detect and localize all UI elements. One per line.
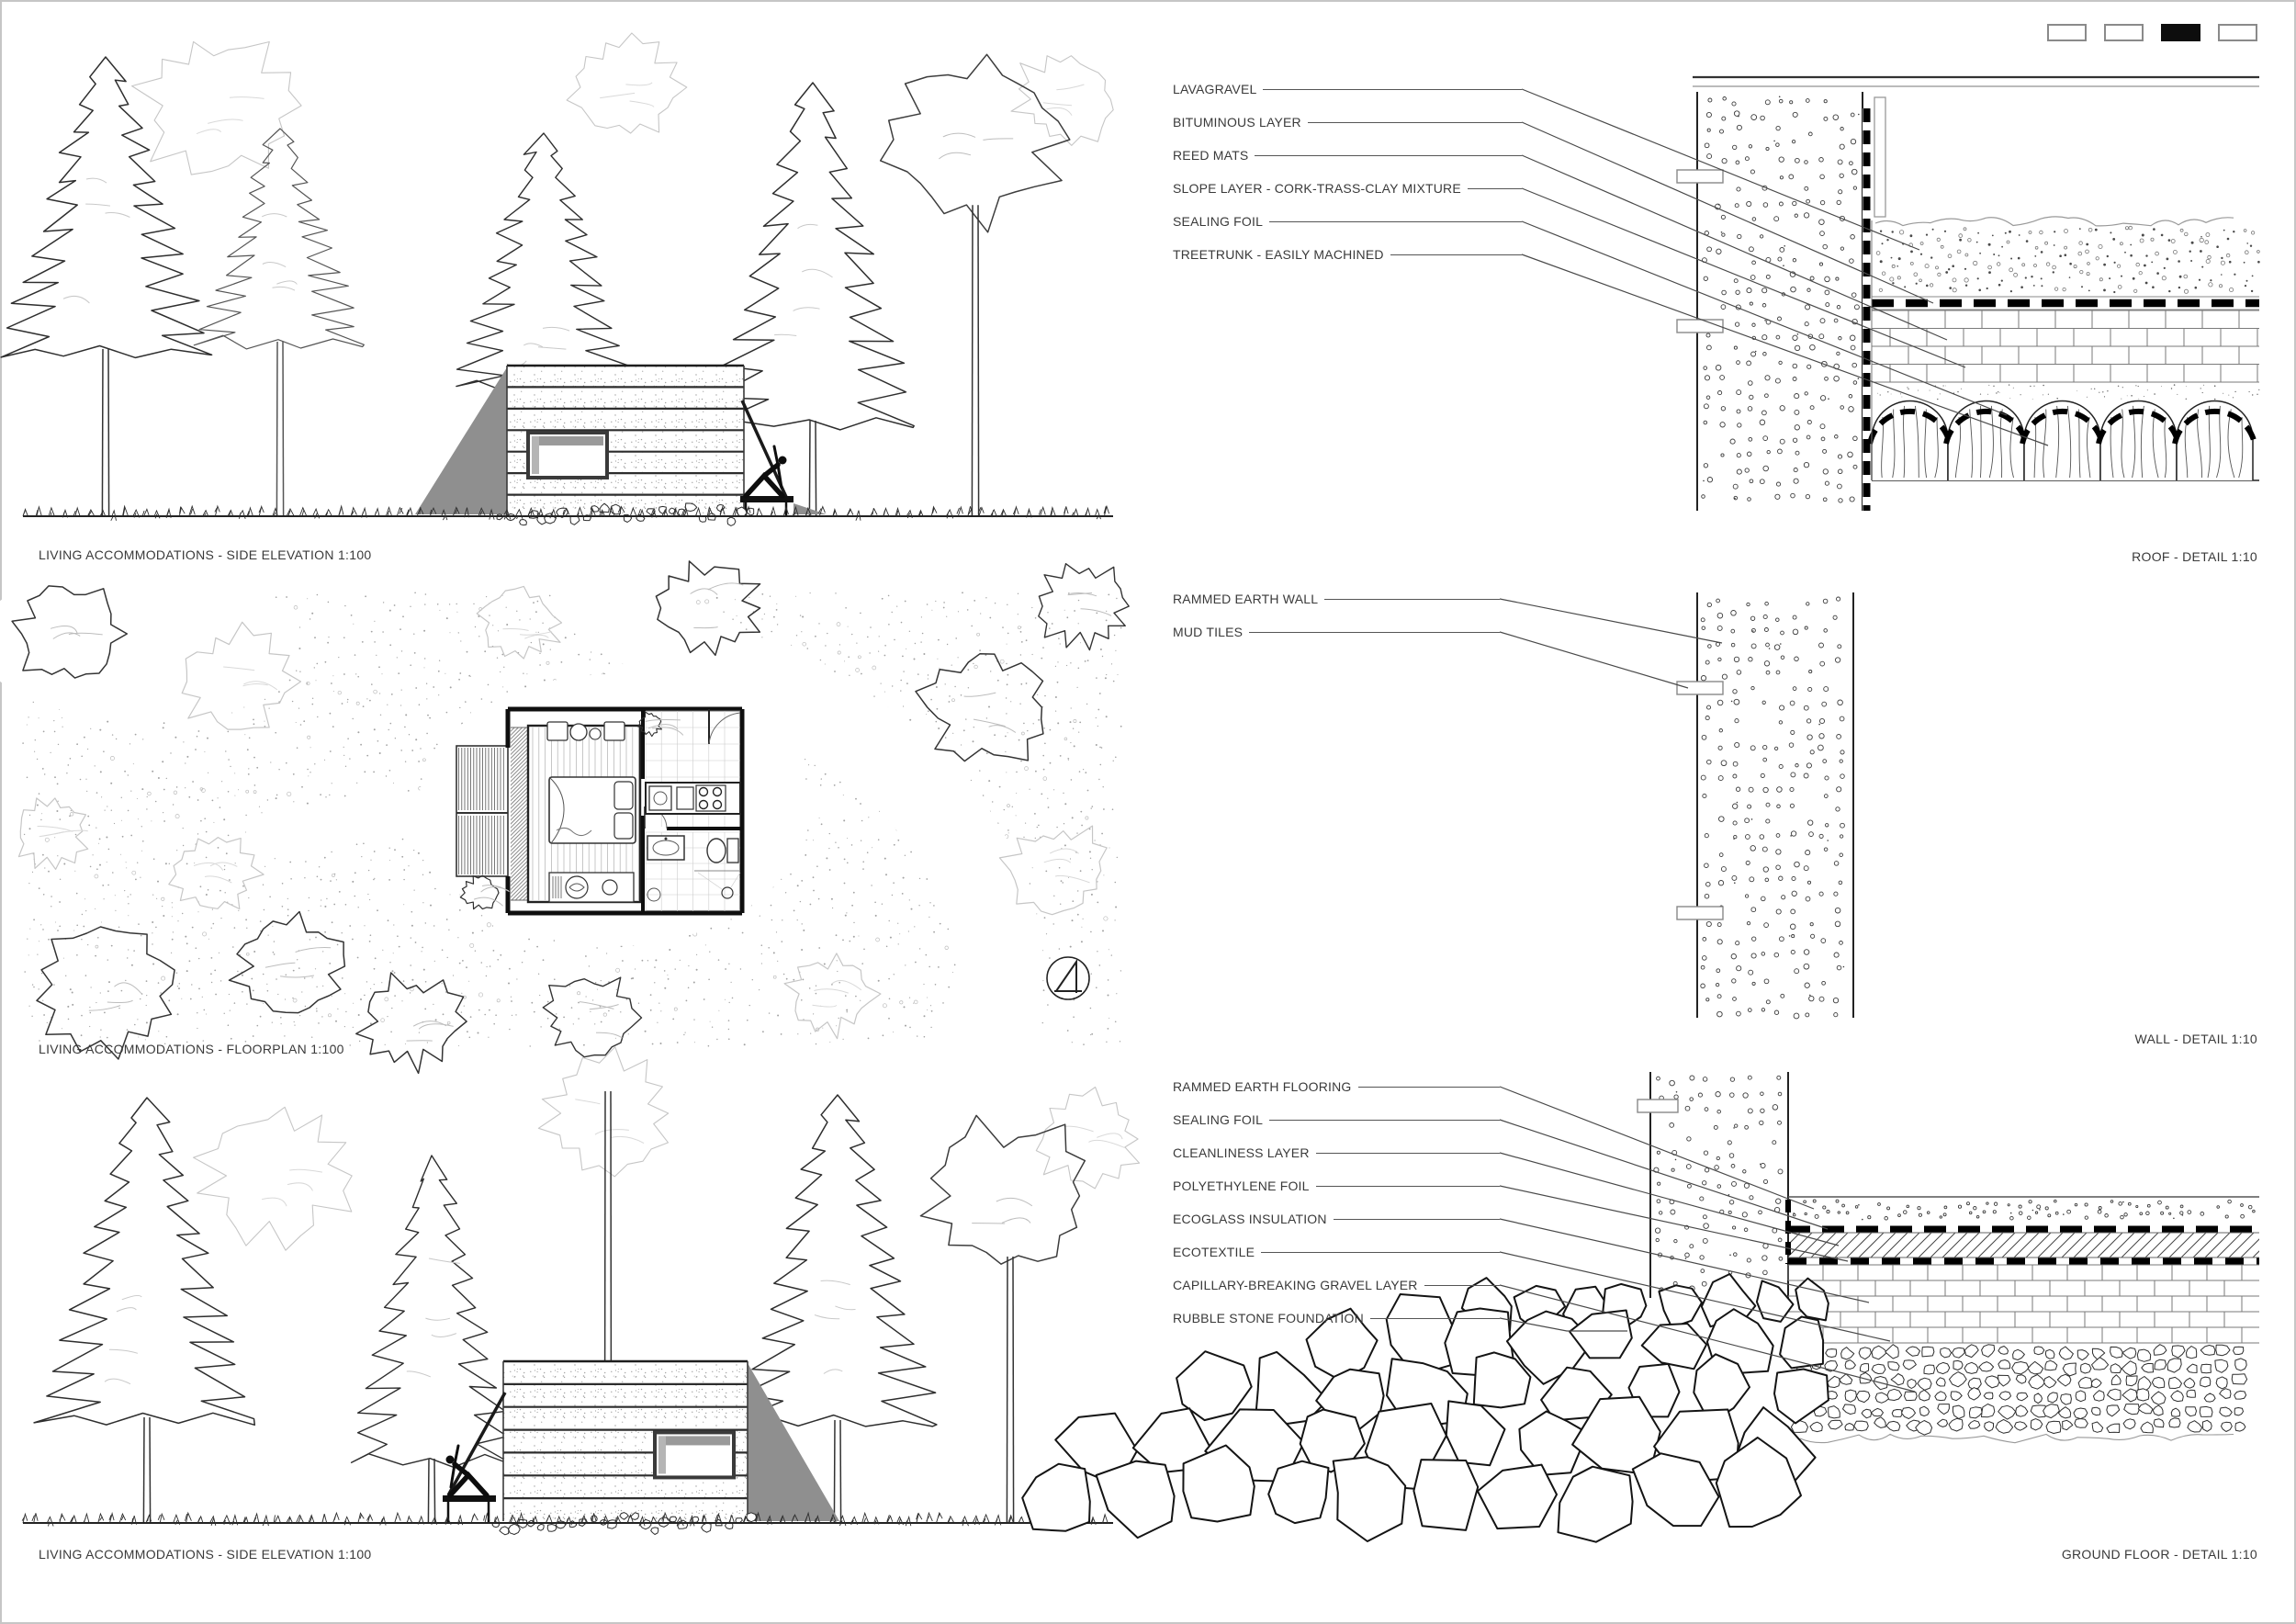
label-text: ECOTEXTILE: [1173, 1245, 1255, 1259]
roof-detail-drawing: [1677, 77, 2260, 511]
ground-detail-label: [1173, 1144, 1500, 1162]
caption-floorplan: LIVING ACCOMMODATIONS - FLOORPLAN 1:100: [39, 1042, 344, 1056]
sheet-index-box: [2161, 24, 2200, 41]
ground-detail-label: [1173, 1276, 1500, 1294]
wall-detail-label: [1173, 623, 1500, 641]
leader-line: [1316, 1186, 1500, 1187]
roof-detail-label: [1173, 146, 1522, 164]
ground-detail-label: [1173, 1111, 1500, 1129]
leader-line: [1261, 1252, 1500, 1253]
roof-detail-label: [1173, 80, 1522, 98]
label-text: MUD TILES: [1173, 625, 1244, 639]
leader-line: [1334, 1219, 1500, 1220]
leader-line: [1324, 599, 1500, 600]
leader-line: [1269, 221, 1522, 222]
label-text: SEALING FOIL: [1173, 1112, 1264, 1127]
roof-detail-label: [1173, 212, 1522, 231]
caption-elevation-bottom: LIVING ACCOMMODATIONS - SIDE ELEVATION 1:100: [39, 1547, 372, 1562]
leader-line: [1390, 254, 1522, 255]
elevation-bottom-drawing: [22, 1047, 1140, 1535]
roof-detail-label: [1173, 245, 1522, 264]
label-text: ECOGLASS INSULATION: [1173, 1212, 1327, 1226]
leader-line: [1370, 1318, 1500, 1319]
ground-floor-detail-drawing: [1022, 1072, 2278, 1542]
wall-detail-label: [1173, 590, 1500, 608]
north-arrow: [1047, 957, 1089, 999]
caption-ground-detail: GROUND FLOOR - DETAIL 1:10: [2061, 1547, 2257, 1562]
caption-roof-detail: ROOF - DETAIL 1:10: [2132, 549, 2257, 564]
label-text: TREETRUNK - EASILY MACHINED: [1173, 247, 1384, 262]
label-text: CLEANLINESS LAYER: [1173, 1145, 1310, 1160]
leader-line: [1316, 1153, 1500, 1154]
leader-line: [1468, 188, 1522, 189]
leader-line: [1358, 1087, 1500, 1088]
label-text: RAMMED EARTH FLOORING: [1173, 1079, 1352, 1094]
sheet-index-box: [2218, 24, 2257, 41]
ground-detail-label: [1173, 1210, 1500, 1228]
sheet-index-boxes: [2047, 24, 2257, 41]
label-text: RUBBLE STONE FOUNDATION: [1173, 1311, 1364, 1325]
label-text: SEALING FOIL: [1173, 214, 1264, 229]
caption-wall-detail: WALL - DETAIL 1:10: [2134, 1032, 2257, 1046]
label-text: LAVAGRAVEL: [1173, 82, 1257, 96]
label-text: SLOPE LAYER - CORK-TRASS-CLAY MIXTURE: [1173, 181, 1461, 196]
ground-detail-label: [1173, 1309, 1500, 1327]
sheet-index-box: [2104, 24, 2144, 41]
roof-detail-label: [1173, 113, 1522, 131]
label-text: BITUMINOUS LAYER: [1173, 115, 1301, 130]
leader-line: [1255, 155, 1522, 156]
label-text: REED MATS: [1173, 148, 1249, 163]
elevation-top-drawing: [1, 33, 1113, 525]
leader-line: [1263, 89, 1522, 90]
label-text: CAPILLARY-BREAKING GRAVEL LAYER: [1173, 1278, 1418, 1292]
floorplan-drawing: [0, 561, 1129, 1074]
roof-detail-label: [1173, 179, 1522, 197]
person-yoga-silhouette: [446, 1446, 488, 1495]
wall-detail-drawing: [1677, 592, 1853, 1019]
label-text: POLYETHYLENE FOIL: [1173, 1179, 1310, 1193]
ground-detail-label: [1173, 1077, 1500, 1096]
leader-line: [1249, 632, 1500, 633]
leader-line: [1308, 122, 1522, 123]
ground-detail-label: [1173, 1243, 1500, 1261]
ground-detail-label: [1173, 1177, 1500, 1195]
label-text: RAMMED EARTH WALL: [1173, 592, 1319, 606]
leader-line: [1269, 1120, 1500, 1121]
caption-elevation-top: LIVING ACCOMMODATIONS - SIDE ELEVATION 1:100: [39, 547, 372, 562]
sheet-index-box: [2047, 24, 2087, 41]
leader-line: [1424, 1285, 1500, 1286]
